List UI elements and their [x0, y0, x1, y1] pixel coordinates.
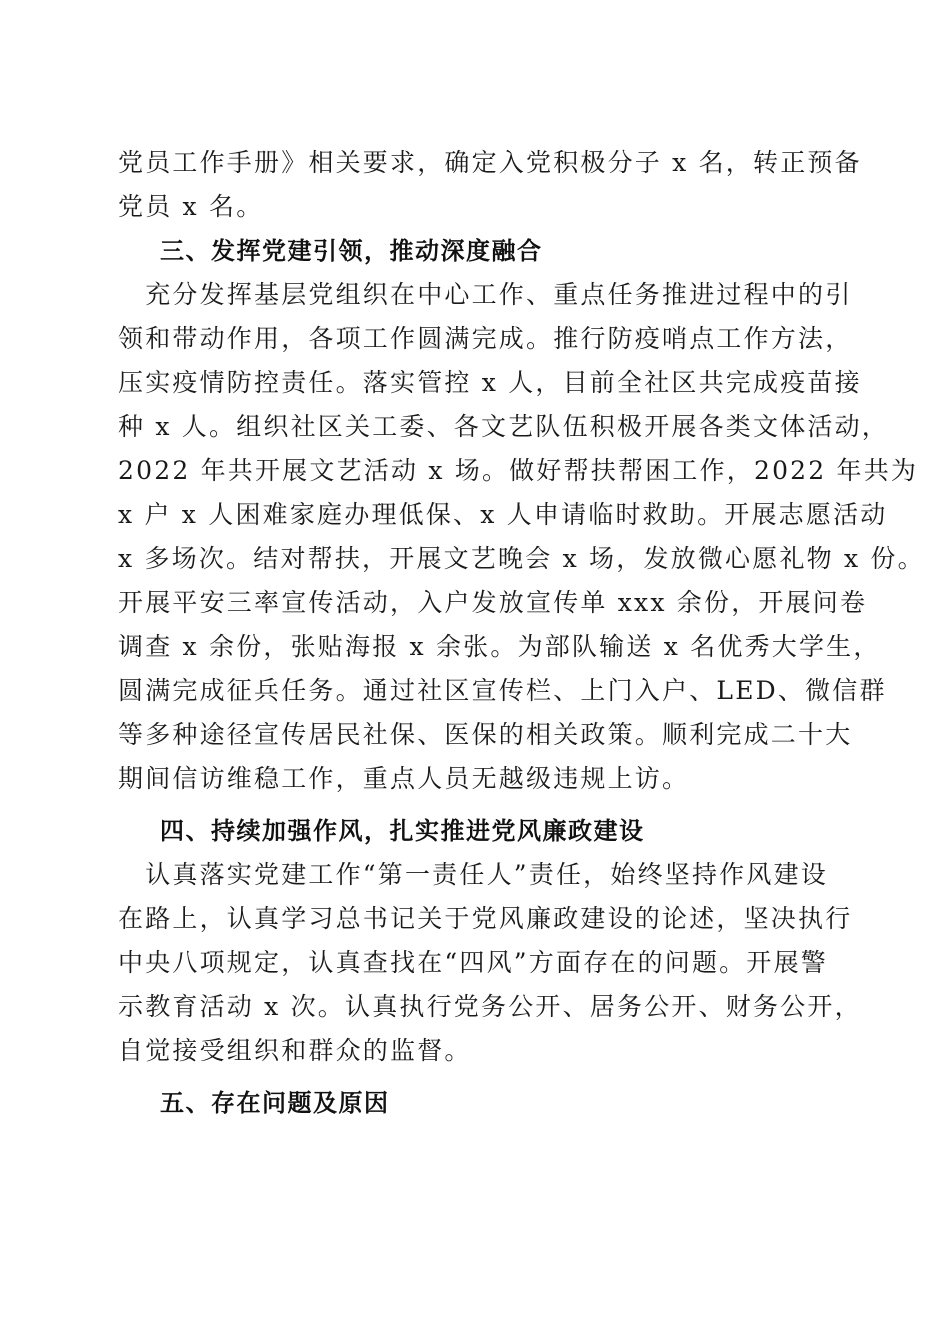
continuation-paragraph — [118, 141, 862, 229]
paragraph-line: 示教育活动 x 次。认真执行党务公开、居务公开、财务公开， — [118, 992, 862, 1021]
paragraph-line: x 多场次。结对帮扶，开展文艺晚会 x 场，发放微心愿礼物 x 份。 — [118, 544, 925, 573]
paragraph-line: 认真落实党建工作“第一责任人”责任，始终坚持作风建设 — [118, 860, 828, 889]
paragraph-line: 在路上，认真学习总书记关于党风廉政建设的论述，坚决执行 — [118, 904, 853, 933]
paragraph-line: 期间信访维稳工作，重点人员无越级违规上访。 — [118, 764, 690, 793]
section-3-paragraph — [118, 273, 925, 801]
paragraph-line: 充分发挥基层党组织在中心工作、重点任务推进过程中的引 — [118, 280, 853, 309]
section-5-heading: 五、存在问题及原因 — [160, 1089, 390, 1117]
paragraph-line: 种 x 人。组织社区关工委、各文艺队伍积极开展各类文体活动， — [118, 412, 889, 441]
paragraph-line: 等多种途径宣传居民社保、医保的相关政策。顺利完成二十大 — [118, 720, 853, 749]
paragraph-line: 压实疫情防控责任。落实管控 x 人，目前全社区共完成疫苗接 — [118, 368, 862, 397]
paragraph-line: 领和带动作用，各项工作圆满完成。推行防疫哨点工作方法， — [118, 324, 853, 353]
paragraph-line: 自觉接受组织和群众的监督。 — [118, 1036, 472, 1065]
paragraph-line: 2022 年共开展文艺活动 x 场。做好帮扶帮困工作，2022 年共为 — [118, 456, 919, 485]
section-3-heading: 三、发挥党建引领，推动深度融合 — [160, 237, 543, 265]
paragraph-line: 党员工作手册》相关要求，确定入党积极分子 x 名，转正预备 — [118, 148, 862, 177]
paragraph-line: 调查 x 余份，张贴海报 x 余张。为部队输送 x 名优秀大学生， — [118, 632, 881, 661]
paragraph-line: 开展平安三率宣传活动，入户发放宣传单 xxx 余份，开展问卷 — [118, 588, 868, 617]
paragraph-line: 党员 x 名。 — [118, 192, 264, 221]
paragraph-line: 圆满完成征兵任务。通过社区宣传栏、上门入户、LED、微信群 — [118, 676, 887, 705]
section-4-paragraph — [118, 853, 862, 1073]
paragraph-line: x 户 x 人困难家庭办理低保、x 人申请临时救助。开展志愿活动 — [118, 500, 888, 529]
paragraph-line: 中央八项规定，认真查找在“四风”方面存在的问题。开展警 — [118, 948, 828, 977]
section-4-heading: 四、持续加强作风，扎实推进党风廉政建设 — [160, 817, 645, 845]
